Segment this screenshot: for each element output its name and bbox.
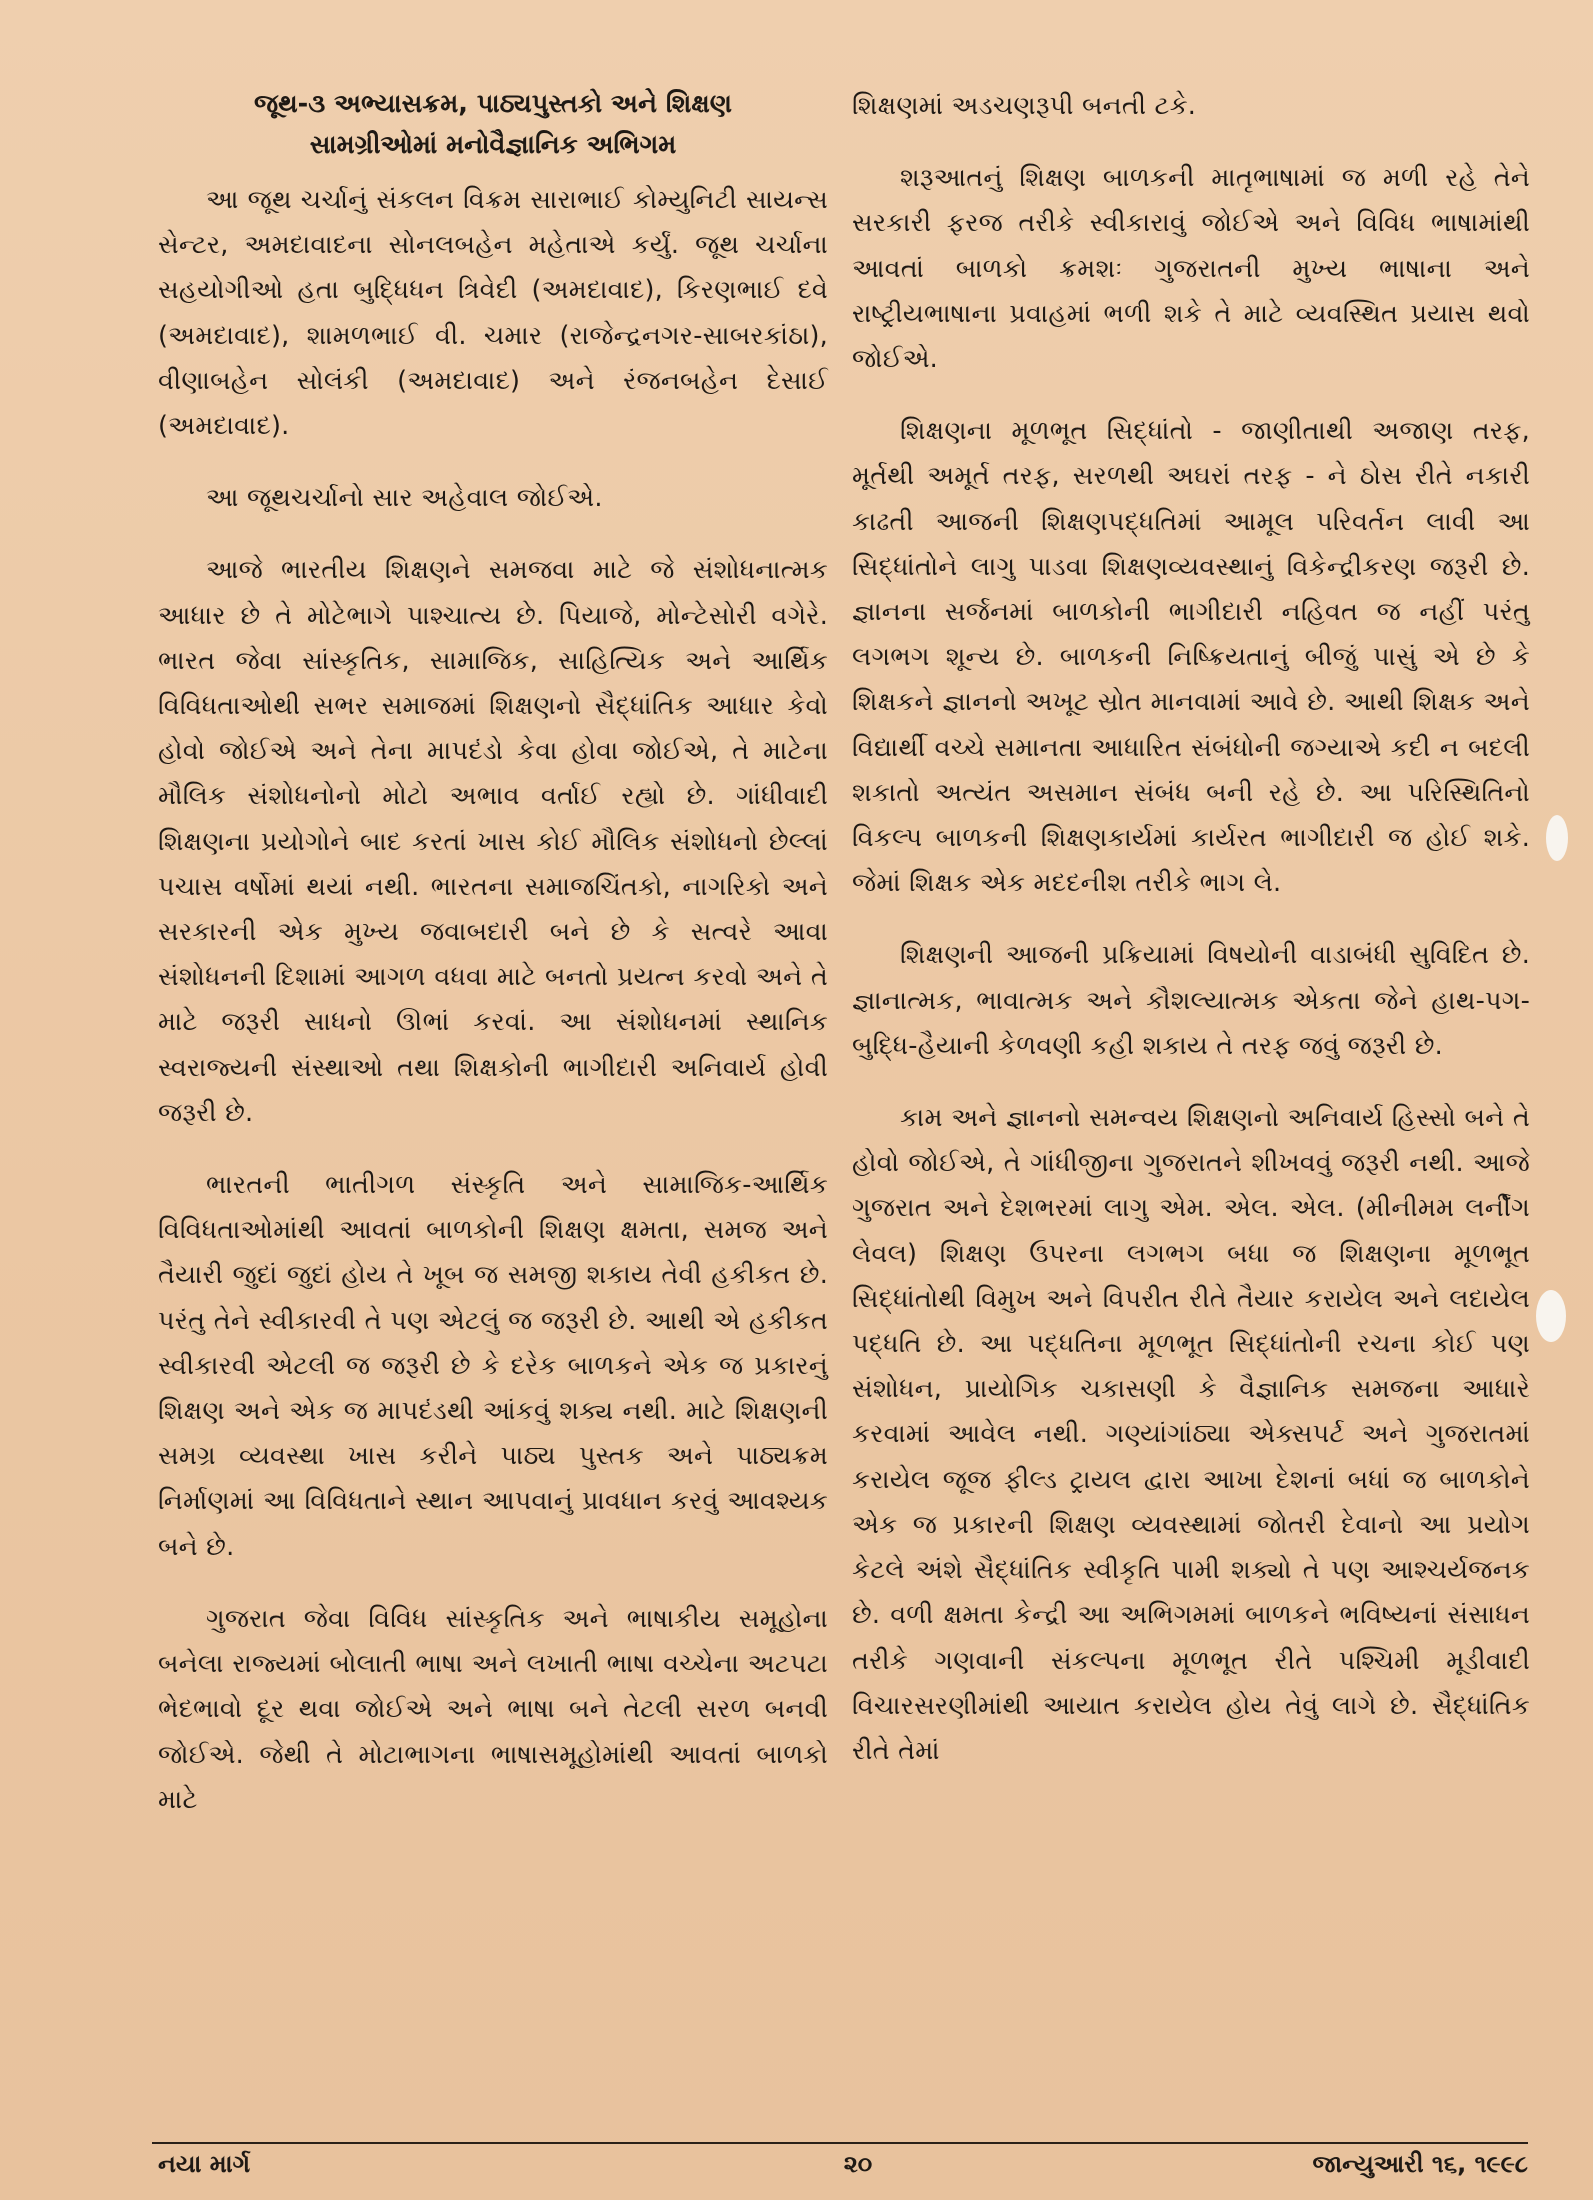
paragraph-summary-intro: આ જૂથચર્ચાનો સાર અહેવાલ જોઈએ. bbox=[206, 483, 603, 514]
paragraph-contributors: આ જૂથ ચર્ચાનું સંકલન વિક્રમ સારાભાઈ કોમ્યુનિટી સાયન્સ સેન્ટર, અમદાવાદના સોનલબહેન મહેતાએ કર્યું. જૂથ ચર્ચાના સહયોગીઓ હતા બુદ્ધિધન ત્રિવેદી (અમદાવાદ), કિરણભાઈ દવે (અમદાવાદ), શામળભાઈ વી. ચમાર (રાજેન્દ્રનગર-સાબરકાંઠા), વીણાબહેન સોલંકી (અમદાવાદ) અને રંજનબહેન દેસાઈ (અમદાવાદ). bbox=[158, 185, 828, 442]
paragraph-research-basis: આજે ભારતીય શિક્ષણને સમજવા માટે જે સંશોધનાત્મક આધાર છે તે મોટેભાગે પાશ્ચાત્ય છે. પિયાજે, મોન્ટેસોરી વગેરે. ભારત જેવા સાંસ્કૃતિક, સામાજિક, સાહિત્યિક અને આર્થિક વિવિધતાઓથી સભર સમાજમાં શિક્ષણનો સૈદ્ધાંતિક આધાર કેવો હોવો જોઈએ અને તેના માપદંડો કેવા હોવા જોઈએ, તે માટેના મૌલિક સંશોધનોનો મોટો અભાવ વર્તાઈ રહ્યો છે. ગાંધીવાદી શિક્ષણના પ્રયોગોને બાદ કરતાં ખાસ કોઈ મૌલિક સંશોધનો છેલ્લાં પચાસ વર્ષોમાં થયાં નથી. ભારતના સમાજચિંતકો, નાગરિકો અને સરકારની એક મુખ્ય જવાબદારી બને છે કે સત્વરે આવા સંશોધનની દિશામાં આગળ વધવા માટે બનતો પ્રયત્ન કરવો અને તે માટે જરૂરી સાધનો ઊભાં કરવાં. આ સંશોધનમાં સ્થાનિક સ્વરાજ્યની સંસ્થાઓ તથા શિક્ષકોની ભાગીદારી અનિવાર્ય હોવી જરૂરી છે. bbox=[158, 555, 828, 1128]
issue-date: જાન્યુઆરી ૧૬, ૧૯૯૮ bbox=[1312, 2150, 1528, 2178]
paragraph-mother-tongue: શરૂઆતનું શિક્ષણ બાળકની માતૃભાષામાં જ મળી રહે તેને સરકારી ફરજ તરીકે સ્વીકારાવું જોઈએ અને વિવિધ ભાષામાંથી આવતાં બાળકો ક્રમશઃ ગુજરાતની મુખ્ય ભાષાના અને રાષ્ટ્રીયભાષાના પ્રવાહમાં ભળી શકે તે માટે વ્યવસ્થિત પ્રયાસ થવો જોઈએ. bbox=[852, 163, 1530, 375]
page-number: ૨૦ bbox=[843, 2150, 873, 2178]
paper-damage-hole-2 bbox=[1536, 1290, 1566, 1342]
paragraph-principles: શિક્ષણના મૂળભૂત સિદ્ધાંતો - જાણીતાથી અજાણ તરફ, મૂર્તથી અમૂર્ત તરફ, સરળથી અઘરાં તરફ - ને ઠોસ રીતે નકારી કાઢતી આજની શિક્ષણપદ્ધતિમાં આમૂલ પરિવર્તન લાવી આ સિદ્ધાંતોને લાગુ પાડવા શિક્ષણવ્યવસ્થાનું વિકેન્દ્રીકરણ જરૂરી છે. જ્ઞાનના સર્જનમાં બાળકોની ભાગીદારી નહિવત જ નહીં પરંતુ લગભગ શૂન્ય છે. બાળકની નિષ્ક્રિયતાનું બીજું પાસું એ છે કે શિક્ષકને જ્ઞાનનો અખૂટ સ્રોત માનવામાં આવે છે. આથી શિક્ષક અને વિદ્યાર્થી વચ્ચે સમાનતા આધારિત સંબંધોની જગ્યાએ કદી ન બદલી શકાતો અત્યંત અસમાન સંબંધ બની રહે છે. આ પરિસ્થિતિનો વિકલ્પ બાળકની શિક્ષણકાર્યમાં કાર્યરત ભાગીદારી જ હોઈ શકે. જેમાં શિક્ષક એક મદદનીશ તરીકે ભાગ લે. bbox=[852, 416, 1530, 899]
paper-damage-hole-1 bbox=[1546, 815, 1568, 861]
paragraph-continued: શિક્ષણમાં અડચણરૂપી બનતી ટકે. bbox=[852, 91, 1197, 121]
paragraph-work-knowledge: કામ અને જ્ઞાનનો સમન્વય શિક્ષણનો અનિવાર્ય હિસ્સો બને તે હોવો જોઈએ, તે ગાંધીજીના ગુજરાતને શીખવવું જરૂરી નથી. આજે ગુજરાત અને દેશભરમાં લાગુ એમ. એલ. એલ. (મીનીમમ લર્નીંગ લેવલ) શિક્ષણ ઉપરના લગભગ બધા જ શિક્ષણના મૂળભૂત સિદ્ધાંતોથી વિમુખ અને વિપરીત રીતે તૈયાર કરાયેલ અને લદાયેલ પદ્ધતિ છે. આ પદ્ધતિના મૂળભૂત સિદ્ધાંતોની રચના કોઈ પણ સંશોધન, પ્રાયોગિક ચકાસણી કે વૈજ્ઞાનિક સમજના આધારે કરવામાં આવેલ નથી. ગણ્યાંગાંઠ્યા એક્સપર્ટ અને ગુજરાતમાં કરાયેલ જૂજ ફીલ્ડ ટ્રાયલ દ્વારા આખા દેશનાં બધાં જ બાળકોને એક જ પ્રકારની શિક્ષણ વ્યવસ્થામાં જોતરી દેવાનો આ પ્રયોગ કેટલે અંશે સૈદ્ધાંતિક સ્વીકૃતિ પામી શક્યો તે પણ આશ્ચર્યજનક છે. વળી ક્ષમતા કેન્દ્રી આ અભિગમમાં બાળકને ભવિષ્યનાં સંસાધન તરીકે ગણવાની સંકલ્પના મૂળભૂત રીતે પશ્ચિમી મૂડીવાદી વિચારસરણીમાંથી આયાત કરાયેલ હોય તેવું લાગે છે. સૈદ્ધાંતિક રીતે તેમાં bbox=[852, 1103, 1530, 1766]
paragraph-diversity: ભારતની ભાતીગળ સંસ્કૃતિ અને સામાજિક-આર્થિક વિવિધતાઓમાંથી આવતાં બાળકોની શિક્ષણ ક્ષમતા, સમજ અને તૈયારી જુદાં જુદાં હોય તે ખૂબ જ સમજી શકાય તેવી હકીકત છે. પરંતુ તેને સ્વીકારવી તે પણ એટલું જ જરૂરી છે. આથી એ હકીકત સ્વીકારવી એટલી જ જરૂરી છે કે દરેક બાળકને એક જ પ્રકારનું શિક્ષણ અને એક જ માપદંડથી આંકવું શક્ય નથી. માટે શિક્ષણની સમગ્ર વ્યવસ્થા ખાસ કરીને પાઠ્ય પુસ્તક અને પાઠ્યક્રમ નિર્માણમાં આ વિવિધતાને સ્થાન આપવાનું પ્રાવધાન કરવું આવશ્યક બને છે. bbox=[158, 1170, 828, 1562]
page-footer bbox=[158, 2150, 1528, 2186]
magazine-name: નયા માર્ગ bbox=[158, 2150, 251, 2178]
left-column bbox=[158, 84, 828, 1850]
paragraph-language: ગુજરાત જેવા વિવિધ સાંસ્કૃતિક અને ભાષાકીય સમૂહોના બનેલા રાજ્યમાં બોલાતી ભાષા અને લખાતી ભાષા વચ્ચેના અટપટા ભેદભાવો દૂર થવા જોઈએ અને ભાષા બને તેટલી સરળ બનવી જોઈએ. જેથી તે મોટાભાગના ભાષાસમૂહોમાંથી આવતાં બાળકો માટે bbox=[158, 1603, 828, 1815]
right-column bbox=[852, 84, 1530, 1801]
footer-rule bbox=[152, 2142, 1528, 2144]
heading-line-2: સામગ્રીઓમાં મનોવૈજ્ઞાનિક અભિગમ bbox=[309, 130, 677, 160]
paragraph-subjects: શિક્ષણની આજની પ્રક્રિયામાં વિષયોની વાડાબંધી સુવિદિત છે. જ્ઞાનાત્મક, ભાવાત્મક અને કૌશલ્યાત્મક એકતા જેને હાથ-પગ-બુદ્ધિ-હૈયાની કેળવણી કહી શકાય તે તરફ જવું જરૂરી છે. bbox=[852, 940, 1530, 1061]
section-heading bbox=[158, 84, 828, 166]
heading-line-1: જૂથ-૩ અભ્યાસક્રમ, પાઠ્યપુસ્તકો અને શિક્ષણ bbox=[253, 89, 733, 119]
